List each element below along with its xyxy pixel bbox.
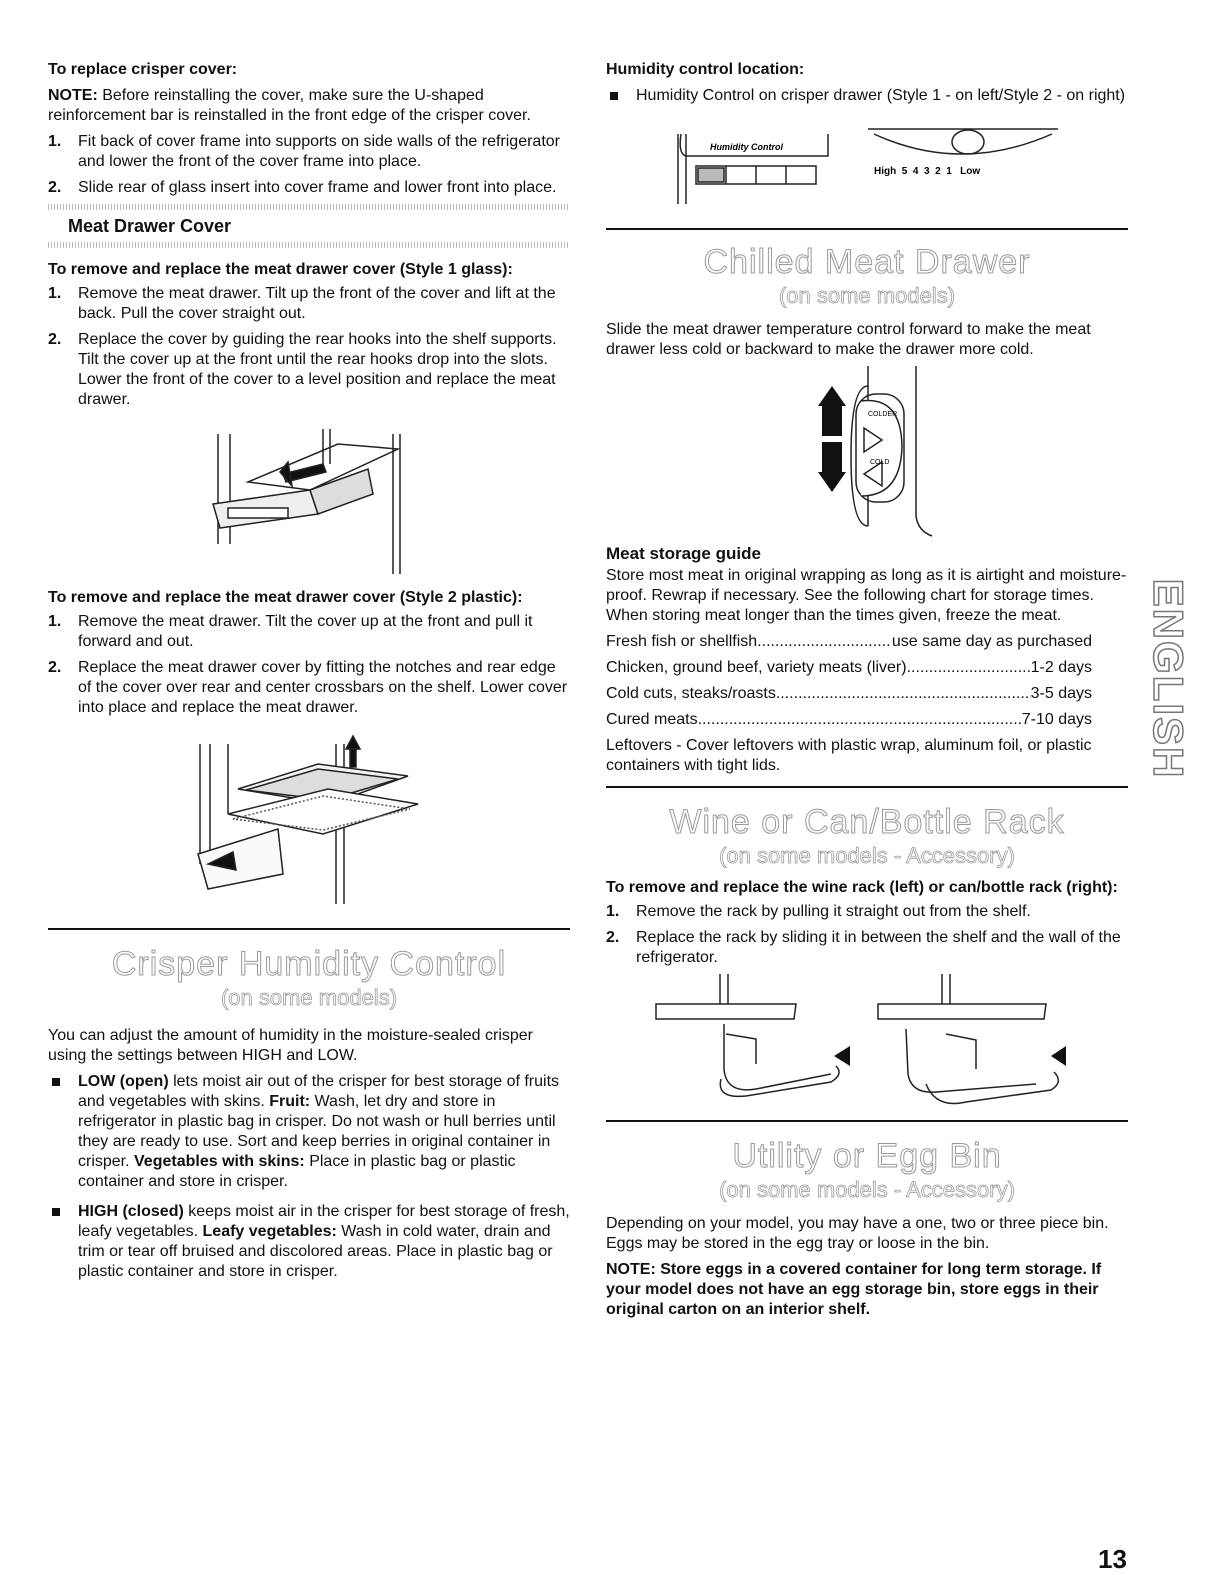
meat-storage-table bbox=[606, 632, 1092, 730]
wine-rack-steps bbox=[606, 902, 1128, 968]
high-label: HIGH (closed) bbox=[78, 1203, 184, 1220]
section-divider bbox=[48, 242, 570, 248]
high-text: keeps moist air in the crisper for best storage of fresh, leafy vegetables. bbox=[78, 1203, 570, 1240]
list-item: 1. Remove the meat drawer. Tilt up the front of the cover and lift at the back. Pull the cover straight out. bbox=[48, 285, 556, 322]
right-column bbox=[606, 60, 1128, 1320]
table-row bbox=[606, 710, 1092, 730]
crisper-humidity-subtitle: (on some models) bbox=[220, 985, 398, 1010]
leafy-label: Leafy vegetables: bbox=[202, 1223, 337, 1240]
humidity-location-list bbox=[606, 86, 1128, 106]
side-tab-label: ENGLISH bbox=[1145, 578, 1192, 780]
chilled-meat-text: Slide the meat drawer temperature control forward to make the meat drawer less cold or backward to make the drawer more cold. bbox=[606, 321, 1091, 358]
list-item: 2. Replace the cover by guiding the rear hooks into the shelf supports. Tilt the cover up at the front until the rear hooks drop into the slots. Lower the front of the cover to a level position and replace the meat drawer. bbox=[48, 331, 557, 408]
meat-storage-text: Store most meat in original wrapping as long as it is airtight and moisture-proof. Rewrap if necessary. See the following chart for storage times. When storing meat longer than the times given, freeze the meat. bbox=[606, 567, 1127, 624]
row-value: 7-10 days bbox=[1021, 711, 1092, 728]
humidity-settings-list bbox=[48, 1072, 570, 1282]
leftovers-text: Leftovers - Cover leftovers with plastic wrap, aluminum foil, or plastic containers with tight lids. bbox=[606, 737, 1092, 774]
crisper-humidity-title: Crisper Humidity Control bbox=[111, 945, 507, 983]
step-text: Replace the rack by sliding it in between the shelf and the wall of the refrigerator. bbox=[636, 929, 1121, 966]
replace-crisper-heading: To replace crisper cover: bbox=[48, 61, 238, 78]
egg-storage-note: NOTE: Store eggs in a covered container for long term storage. If your model does not have an egg storage bin, store eggs in their original carton on an interior shelf. bbox=[606, 1261, 1102, 1318]
step-text: Replace the cover by guiding the rear hooks into the shelf supports. Tilt the cover up at the front until the rear hooks drop into the slots. Lower the front of the cover to a level position and replace the meat drawer. bbox=[78, 331, 557, 408]
low-text: lets moist air out of the crisper for best storage of fruits and vegetables with skins. bbox=[78, 1073, 560, 1110]
style2-steps bbox=[48, 612, 570, 718]
note-text: Before reinstalling the cover, make sure the U-shaped reinforcement bar is reinstalled in the front edge of the crisper cover. bbox=[48, 87, 531, 124]
section-rule bbox=[606, 228, 1128, 230]
list-item: 2. Replace the meat drawer cover by fitting the notches and rear edge of the cover over rear and center crossbars on the shelf. Lower cover into place and replace the meat drawer. bbox=[48, 659, 568, 716]
row-label: Cured meats bbox=[606, 711, 698, 728]
fruit-label: Fruit: bbox=[269, 1093, 311, 1110]
style2-heading: To remove and replace the meat drawer cover (Style 2 plastic): bbox=[48, 589, 523, 606]
list-item bbox=[606, 86, 1128, 106]
low-label: LOW (open) bbox=[78, 1073, 169, 1090]
wine-rack-heading: To remove and replace the wine rack (left) or can/bottle rack (right): bbox=[606, 879, 1118, 896]
list-item: 1. Fit back of cover frame into supports on side walls of the refrigerator and lower the front of the cover frame into place. bbox=[48, 133, 560, 170]
step-text: Remove the rack by pulling it straight out from the shelf. bbox=[636, 903, 1031, 920]
note-label: NOTE: bbox=[48, 87, 98, 104]
row-value: 3-5 days bbox=[1030, 685, 1092, 702]
wine-rack-illustration bbox=[606, 974, 1128, 1114]
cold-label: COLD bbox=[870, 459, 890, 466]
step-text: Slide rear of glass insert into cover frame and lower front into place. bbox=[78, 179, 557, 196]
row-label: Fresh fish or shellfish bbox=[606, 633, 758, 650]
page-number: 13 bbox=[1098, 1544, 1127, 1574]
step-text: Fit back of cover frame into supports on side walls of the refrigerator and lower the front of the cover frame into place. bbox=[78, 133, 560, 170]
veg-skins-text: Place in plastic bag or plastic container and store in crisper. bbox=[78, 1153, 516, 1190]
style1-heading: To remove and replace the meat drawer cover (Style 1 glass): bbox=[48, 261, 513, 278]
leafy-text: Wash in cold water, drain and trim or tear off bruised and discolored areas. Place in plastic bag or plastic container and store in crisper. bbox=[78, 1223, 553, 1280]
utility-bin-title: Utility or Egg Bin bbox=[732, 1137, 1002, 1175]
section-rule bbox=[48, 928, 570, 930]
list-item: 1. Remove the rack by pulling it straight out from the shelf. bbox=[606, 903, 1031, 920]
list-item: 2. Slide rear of glass insert into cover frame and lower front into place. bbox=[48, 179, 557, 196]
colder-label: COLDER bbox=[868, 411, 898, 418]
style1-steps bbox=[48, 284, 570, 410]
fruit-text: Wash, let dry and store in refrigerator in plastic bag in crisper. Do not wash or hull berries until they are ready to use. Sort and keep berries in original container in crisper. bbox=[78, 1093, 556, 1170]
chilled-meat-title: Chilled Meat Drawer bbox=[703, 243, 1031, 281]
list-item: 2. Replace the rack by sliding it in between the shelf and the wall of the refrigerator. bbox=[606, 929, 1121, 966]
row-value: use same day as purchased bbox=[891, 633, 1092, 650]
chilled-meat-subtitle: (on some models) bbox=[778, 283, 956, 308]
table-row bbox=[606, 632, 1092, 652]
language-side-tab bbox=[1145, 565, 1192, 785]
meat-drawer-control-illustration bbox=[606, 366, 1128, 538]
step-text: Remove the meat drawer. Tilt up the front of the cover and lift at the back. Pull the cover straight out. bbox=[78, 285, 556, 322]
replace-crisper-steps bbox=[48, 132, 570, 198]
humidity-control-fig-label: Humidity Control bbox=[710, 142, 783, 152]
step-text: Replace the meat drawer cover by fitting the notches and rear edge of the cover over rear and center crossbars on the shelf. Lower cover into place and replace the meat drawer. bbox=[78, 659, 568, 716]
step-text: Remove the meat drawer. Tilt the cover up at the front and pull it forward and out. bbox=[78, 613, 533, 650]
section-rule bbox=[606, 1120, 1128, 1122]
humidity-intro: You can adjust the amount of humidity in the moisture-sealed crisper using the settings between HIGH and LOW. bbox=[48, 1027, 534, 1064]
table-row bbox=[606, 658, 1092, 678]
humidity-control-illustration bbox=[606, 114, 1128, 214]
glass-cover-illustration bbox=[48, 424, 570, 574]
utility-bin-text: Depending on your model, you may have a one, two or three piece bin. Eggs may be stored in the egg tray or loose in the bin. bbox=[606, 1215, 1109, 1252]
humidity-location-text: Humidity Control on crisper drawer (Style 1 - on left/Style 2 - on right) bbox=[636, 87, 1126, 104]
wine-rack-subtitle: (on some models - Accessory) bbox=[719, 843, 1015, 868]
veg-skins-label: Vegetables with skins: bbox=[134, 1153, 305, 1170]
table-row bbox=[606, 684, 1092, 704]
wine-rack-title: Wine or Can/Bottle Rack bbox=[669, 803, 1065, 841]
humidity-location-heading: Humidity control location: bbox=[606, 61, 805, 78]
meat-drawer-cover-title: Meat Drawer Cover bbox=[68, 216, 232, 236]
list-item bbox=[48, 1072, 570, 1192]
left-column bbox=[48, 60, 570, 1288]
section-rule bbox=[606, 786, 1128, 788]
list-item bbox=[48, 1202, 570, 1282]
list-item: 1. Remove the meat drawer. Tilt the cover up at the front and pull it forward and out. bbox=[48, 613, 533, 650]
row-label: Chicken, ground beef, variety meats (liver) bbox=[606, 659, 907, 676]
note-paragraph bbox=[48, 86, 570, 126]
row-value: 1-2 days bbox=[1030, 659, 1092, 676]
humidity-scale-label: High 5 4 3 2 1 Low bbox=[874, 166, 981, 177]
meat-storage-heading: Meat storage guide bbox=[606, 544, 761, 563]
row-label: Cold cuts, steaks/roasts bbox=[606, 685, 776, 702]
utility-bin-subtitle: (on some models - Accessory) bbox=[719, 1177, 1015, 1202]
plastic-cover-illustration bbox=[48, 734, 570, 904]
